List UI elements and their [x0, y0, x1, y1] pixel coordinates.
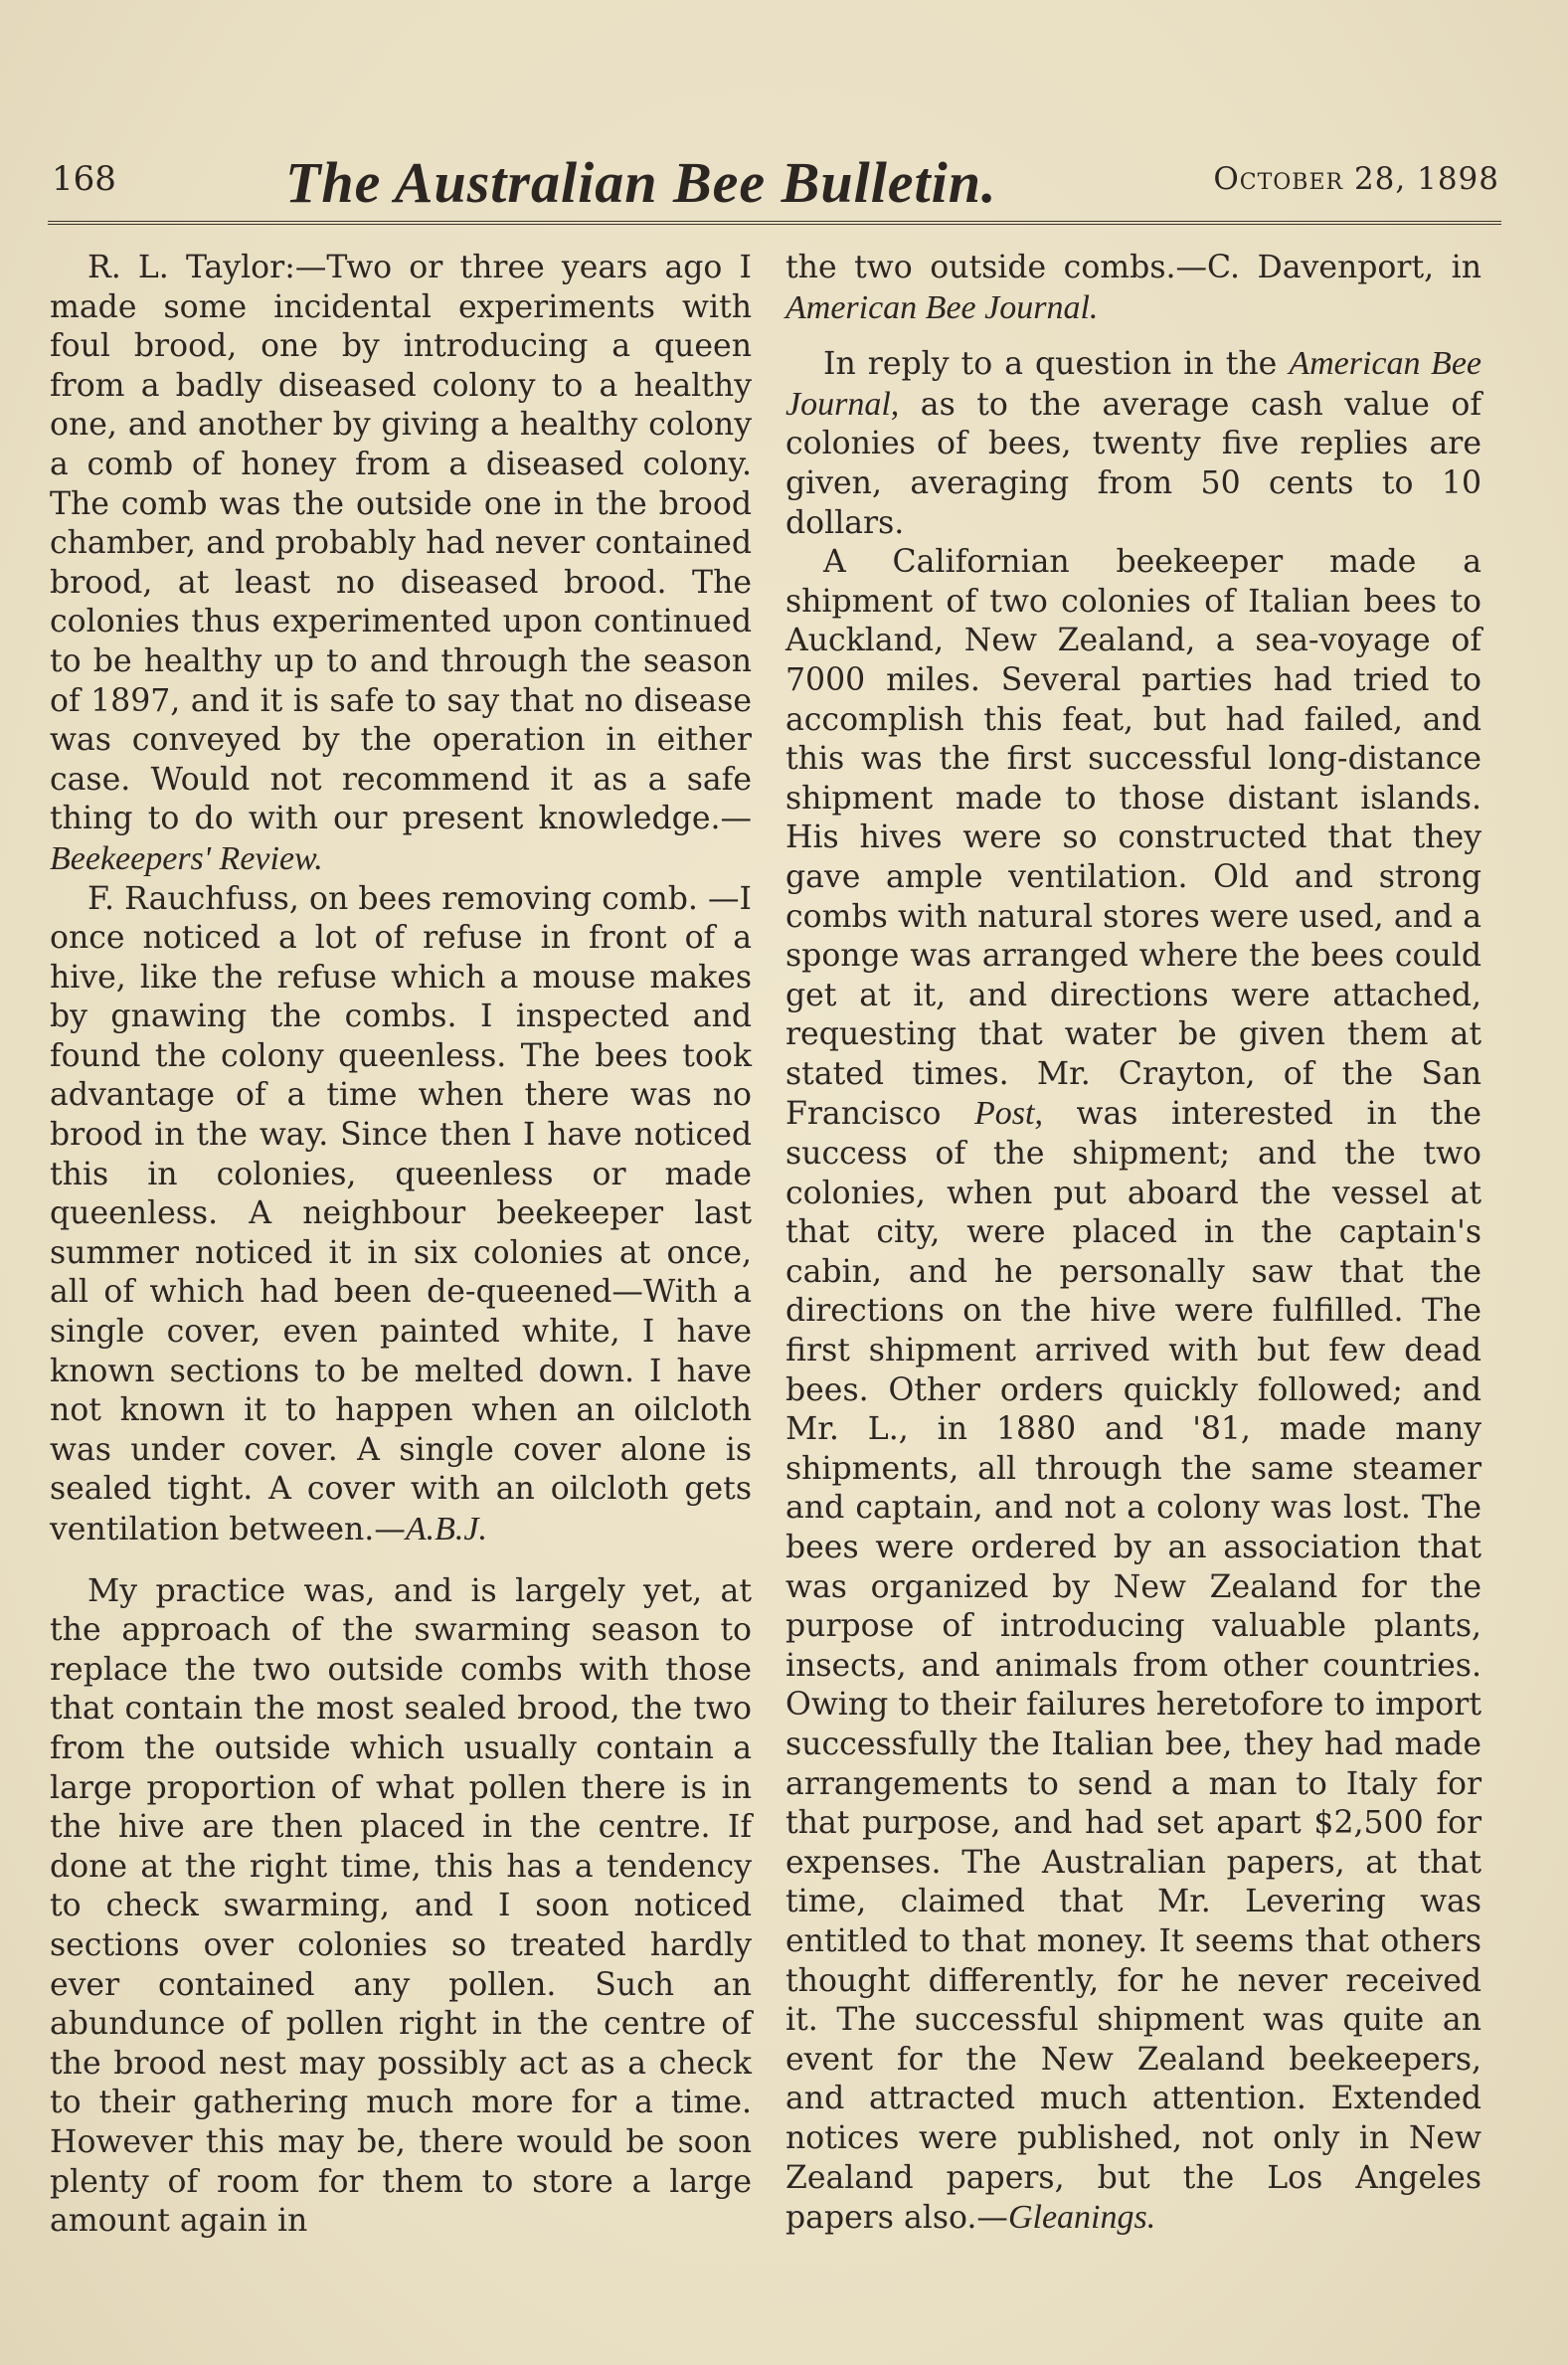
publication-name: American Bee Journal,	[785, 345, 1482, 423]
issue-date: October 28, 1898	[1213, 161, 1499, 197]
right-column	[785, 249, 1481, 2239]
paragraph-continuation: the two outside combs.—C. Davenport, in American Bee Journal.	[785, 250, 1481, 326]
running-header	[52, 149, 1499, 229]
source-citation: Gleanings.	[1007, 2199, 1156, 2237]
paragraph-californian-shipment: A Californian beekeeper made a shipment of two colonies of Italian bees to Auckland, New Zealand, a sea-voyage of 7000 miles. Several parties had tried to accomplish this feat, but had failed, and this was the first successful long-distance shipment made to those distant islands. His hives were so constructed that they gave ample ventilation. Old and strong combs with natural stores were used, and a sponge was arranged where the bees could get at it, and directions were attached, requesting that water be given them at stated times. Mr. Crayton, of the San Francisco Post, was interested in the success of the shipment; and the two colonies, when put aboard the vessel at that city, were placed in the captain's cabin, and he personally saw that the directions on the hive were fulfilled. The first shipment arrived with but few dead bees. Other orders quickly followed; and Mr. L., in 1880 and '81, made many shipments, all through the same steamer and captain, and not a colony was lost. The bees were ordered by an association that was organized by New Zealand for the purpose of introducing valuable plants, insects, and animals from other countries. Owing to their failures heretofore to import successfully the Italian bee, they had made arrangements to send a man to Italy for that purpose, and had set apart $2,500 for expenses. The Australian papers, at that time, claimed that Mr. Levering was entitled to that money. It seems that others thought differently, for he never received it. The successful shipment was quite an event for the New Zealand beekeepers, and attracted much attention. Extended notices were published, not only in New Zealand papers, but the Los Angeles papers also.—Gleanings.	[785, 544, 1481, 2237]
paragraph-cash-value: In reply to a question in the American Bee Journal, as to the average cash value of colonies of bees, twenty five replies are given, averaging from 50 cents to 10 dollars.	[785, 345, 1482, 541]
paragraph-davenport-practice: My practice was, and is largely yet, at the approach of the swarming season to replace the two outside combs with those that contain the most sealed brood, the two from the outside which usually contain a large proportion of what pollen there is in the hive are then placed in the centre. If done at the right time, this has a tendency to check swarming, and I soon noticed sections over colonies so treated hardly ever contained any pollen. Such an abundunce of pollen right in the centre of the brood nest may possibly act as a check to their gathering much more for a time. However this may be, there would be soon plenty of room for them to store a large amount again in	[50, 1572, 752, 2240]
left-column	[50, 249, 752, 2242]
publication-name: Post,	[974, 1095, 1043, 1133]
source-citation: American Bee Journal.	[785, 288, 1099, 326]
paragraph-rauchfuss: F. Rauchfuss, on bees removing comb. —I once noticed a lot of refuse in front of a hive, like the refuse which a mouse makes by gnawing the combs. I inspected and found the colony queenless. The bees took advantage of a time when there was no brood in the way. Since then I have noticed this in colonies, queenless or made queenless. A neighbour beekeeper last summer noticed it in six colonies at once, all of which had been de-queened—With a single cover, even painted white, I have known sections to be melted down. I have not known it to happen when an oilcloth was under cover. A single cover alone is sealed tight. A cover with an oilcloth gets ventilation between.—A.B.J.	[50, 880, 752, 1547]
page-number: 168	[52, 159, 116, 199]
source-citation: A.B.J.	[405, 1511, 487, 1547]
header-rule	[48, 221, 1501, 225]
source-citation: Beekeepers' Review.	[50, 839, 323, 877]
journal-title: The Australian Bee Bulletin.	[285, 150, 997, 215]
paragraph-taylor: R. L. Taylor:—Two or three years ago I made some incidental experiments with foul brood, one by introducing a queen from a badly diseased colony to a healthy one, and another by giving a healthy colony a comb of honey from a diseased colony. The comb was the outside one in the brood chamber, and probably had never contained brood, at least no diseased brood. The colonies thus experimented upon continued to be healthy up to and through the season of 1897, and it is safe to say that no disease was conveyed by the operation in either case. Would not recommend it as a safe thing to do with our present knowledge.—Beekeepers' Review.	[50, 250, 752, 877]
